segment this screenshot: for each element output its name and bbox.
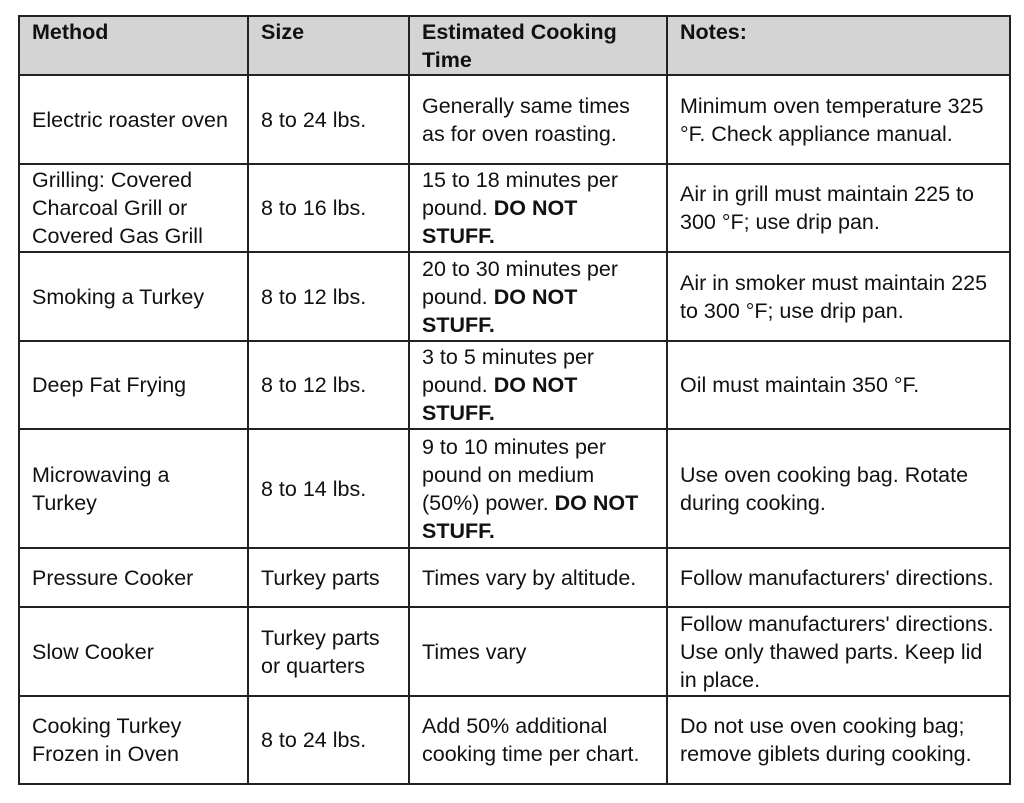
- size-cell: 8 to 12 lbs.: [248, 341, 409, 429]
- method-cell: Slow Cooker: [19, 607, 248, 696]
- warning-text: DO NOT STUFF.: [422, 284, 578, 337]
- notes-cell: Follow manufacturers' directions. Use only thawed parts. Keep lid in place.: [667, 607, 1010, 696]
- table-row: [19, 607, 1010, 696]
- size-cell: 8 to 12 lbs.: [248, 252, 409, 341]
- notes-cell: Air in grill must maintain 225 to 300 °F; use drip pan.: [667, 164, 1010, 252]
- table-row: [19, 696, 1010, 784]
- notes-cell: Oil must maintain 350 °F.: [667, 341, 1010, 429]
- time-cell: Generally same times as for oven roasting.: [409, 75, 667, 164]
- notes-cell: Use oven cooking bag. Rotate during cooking.: [667, 429, 1010, 548]
- time-cell: 9 to 10 minutes per pound on medium (50%) power. DO NOT STUFF.: [409, 429, 667, 548]
- time-cell: 15 to 18 minutes per pound. DO NOT STUFF.: [409, 164, 667, 252]
- notes-cell: Air in smoker must maintain 225 to 300 °F; use drip pan.: [667, 252, 1010, 341]
- time-cell: Times vary: [409, 607, 667, 696]
- table-row: [19, 252, 1010, 341]
- method-cell: Smoking a Turkey: [19, 252, 248, 341]
- table-row: [19, 429, 1010, 548]
- time-cell: Add 50% additional cooking time per chart.: [409, 696, 667, 784]
- size-cell: 8 to 16 lbs.: [248, 164, 409, 252]
- table-row: [19, 75, 1010, 164]
- header-row: [19, 16, 1010, 75]
- size-cell: 8 to 14 lbs.: [248, 429, 409, 548]
- size-cell: Turkey parts or quarters: [248, 607, 409, 696]
- size-cell: 8 to 24 lbs.: [248, 75, 409, 164]
- turkey-cooking-methods-table: [18, 15, 1011, 785]
- table-row: [19, 164, 1010, 252]
- method-cell: Grilling: Covered Charcoal Grill or Covered Gas Grill: [19, 164, 248, 252]
- notes-cell: Follow manufacturers' directions.: [667, 548, 1010, 607]
- notes-cell: Do not use oven cooking bag; remove giblets during cooking.: [667, 696, 1010, 784]
- table-row: [19, 341, 1010, 429]
- warning-text: DO NOT STUFF.: [422, 490, 639, 543]
- time-cell: 20 to 30 minutes per pound. DO NOT STUFF.: [409, 252, 667, 341]
- header-estimated-cooking-time: Estimated Cooking Time: [409, 16, 667, 75]
- method-cell: Pressure Cooker: [19, 548, 248, 607]
- header-method: Method: [19, 16, 248, 75]
- header-size: Size: [248, 16, 409, 75]
- time-cell: Times vary by altitude.: [409, 548, 667, 607]
- notes-cell: Minimum oven temperature 325 °F. Check appliance manual.: [667, 75, 1010, 164]
- method-cell: Electric roaster oven: [19, 75, 248, 164]
- warning-text: DO NOT STUFF.: [422, 373, 578, 425]
- method-cell: Deep Fat Frying: [19, 341, 248, 429]
- header-notes: Notes:: [667, 16, 1010, 75]
- size-cell: Turkey parts: [248, 548, 409, 607]
- size-cell: 8 to 24 lbs.: [248, 696, 409, 784]
- method-cell: Microwaving a Turkey: [19, 429, 248, 548]
- method-cell: Cooking Turkey Frozen in Oven: [19, 696, 248, 784]
- warning-text: DO NOT STUFF.: [422, 196, 578, 248]
- table-row: [19, 548, 1010, 607]
- time-cell: 3 to 5 minutes per pound. DO NOT STUFF.: [409, 341, 667, 429]
